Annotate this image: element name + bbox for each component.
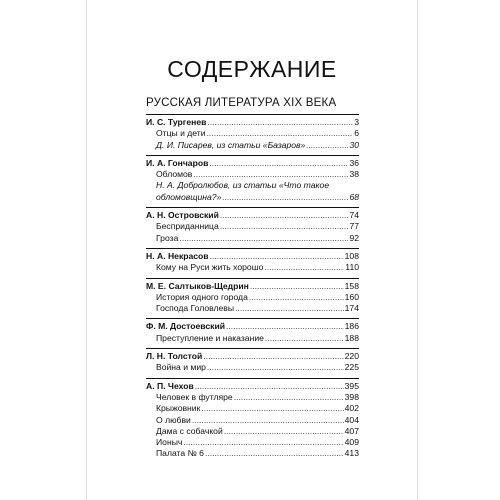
page-number: 225 (344, 362, 359, 373)
page-number: 3 (354, 117, 359, 127)
leader-dots (234, 392, 344, 403)
toc-author-entry[interactable] (146, 321, 359, 332)
author-name: И. А. Гончаров (146, 157, 209, 168)
toc-author-entry[interactable] (146, 117, 359, 128)
leader-dots (209, 158, 348, 169)
work-title: Крыжовник (156, 403, 201, 414)
page-number: 160 (344, 291, 359, 302)
work-title: Д. И. Писарев, из статьи «Базаров» (156, 139, 306, 150)
work-title: Ионыч (156, 437, 183, 448)
toc-work-entry[interactable] (146, 333, 359, 344)
author-name: А. Н. Островский (146, 210, 219, 221)
toc-group (146, 348, 359, 374)
page-number: 413 (344, 448, 359, 459)
leader-dots (306, 140, 348, 151)
leader-dots (224, 426, 344, 437)
leader-dots (179, 233, 348, 244)
leader-dots (249, 292, 344, 303)
toc-entry-title-line: Н. А. Добролюбов, из статьи «Что такое (156, 180, 330, 191)
page-number: 407 (344, 425, 359, 436)
work-title: История одного города (156, 291, 248, 302)
page-number: 398 (344, 391, 359, 402)
toc-group (146, 378, 359, 460)
work-title: обломовщина?» (156, 191, 222, 202)
toc-author-entry[interactable] (146, 281, 359, 292)
leader-dots (210, 251, 344, 262)
leader-dots (222, 192, 348, 203)
page-number: 92 (349, 232, 359, 243)
toc-work-entry[interactable] (146, 233, 359, 244)
page-number: 402 (344, 403, 359, 414)
work-title: Война и мир (156, 362, 206, 373)
toc-author-entry[interactable] (146, 251, 359, 262)
toc-work-entry[interactable] (146, 392, 359, 403)
work-title: Отцы и дети (156, 128, 206, 139)
toc-work-entry[interactable] (146, 221, 359, 232)
page-number: 30 (349, 139, 359, 150)
toc-work-entry[interactable] (146, 262, 359, 273)
toc-group (146, 155, 359, 203)
author-name: Ф. М. Достоевский (146, 321, 226, 332)
author-name: М. Е. Салтыков-Щедрин (146, 280, 249, 291)
work-title: Палата № 6 (156, 448, 204, 459)
work-title: Гроза (156, 232, 179, 243)
page-number: 186 (344, 321, 359, 332)
page-number: 174 (344, 303, 359, 314)
leader-dots (207, 128, 354, 139)
toc-work-entry[interactable] (146, 292, 359, 303)
toc-work-entry[interactable] (146, 415, 359, 426)
page-number: 404 (344, 414, 359, 425)
author-name: А. П. Чехов (146, 380, 194, 391)
work-title: О любви (156, 414, 191, 425)
leader-dots (220, 221, 349, 232)
work-title: Обломов (156, 169, 193, 180)
toc-group (146, 278, 359, 315)
work-title: Кому на Руси жить хорошо (156, 262, 264, 273)
toc-work-entry[interactable] (146, 169, 359, 180)
page-number: 74 (349, 210, 359, 221)
book-page (86, 0, 418, 500)
leader-dots (207, 362, 344, 373)
leader-dots (220, 210, 349, 221)
page-number: 6 (354, 128, 359, 139)
page-number: 77 (349, 221, 359, 232)
page-number: 68 (349, 191, 359, 202)
toc-group (146, 318, 359, 344)
page-number: 38 (349, 169, 359, 180)
page-number: 188 (344, 332, 359, 343)
toc-work-entry[interactable] (146, 303, 359, 314)
toc-work-entry[interactable] (146, 437, 359, 448)
toc-group (146, 114, 359, 151)
toc-work-entry[interactable] (146, 403, 359, 414)
author-name: И. С. Тургенев (146, 117, 207, 127)
page-number: 220 (344, 351, 359, 362)
page-number: 395 (344, 380, 359, 391)
toc-author-entry[interactable] (146, 210, 359, 221)
page-title: СОДЕРЖАНИЕ (167, 56, 337, 82)
toc-group (146, 207, 359, 244)
author-name: Л. Н. Толстой (146, 351, 203, 362)
page-number: 409 (344, 437, 359, 448)
leader-dots (195, 381, 344, 392)
leader-dots (264, 262, 344, 273)
leader-dots (205, 448, 344, 459)
toc-group (146, 248, 359, 274)
toc-work-entry[interactable] (146, 140, 359, 151)
toc-author-entry[interactable] (146, 381, 359, 392)
work-title: Господа Головлевы (156, 303, 235, 314)
toc-work-entry[interactable] (146, 128, 359, 139)
leader-dots (203, 351, 343, 362)
leader-dots (193, 169, 348, 180)
leader-dots (201, 403, 343, 414)
leader-dots (250, 281, 344, 292)
toc-work-entry[interactable] (146, 426, 359, 437)
page-number: 110 (345, 262, 359, 273)
leader-dots (265, 333, 344, 344)
toc-author-entry[interactable] (146, 158, 359, 169)
page-number: 158 (344, 280, 359, 291)
leader-dots (192, 415, 344, 426)
section-heading: РУССКАЯ ЛИТЕРАТУРА XIX ВЕКА (146, 97, 337, 109)
toc-work-entry[interactable] (146, 192, 359, 203)
work-title: Преступление и наказание (156, 332, 264, 343)
page-number: 108 (344, 250, 359, 261)
work-title: Человек в футляре (156, 391, 233, 402)
table-of-contents (146, 114, 359, 464)
toc-author-entry[interactable] (146, 351, 359, 362)
toc-work-entry[interactable] (146, 448, 359, 459)
author-name: Н. А. Некрасов (146, 250, 209, 261)
leader-dots (235, 303, 344, 314)
work-title: Дама с собачкой (156, 425, 223, 436)
leader-dots (183, 437, 343, 448)
work-title: Бесприданница (156, 221, 219, 232)
page-number: 36 (349, 157, 359, 168)
leader-dots (207, 117, 353, 128)
leader-dots (226, 321, 344, 332)
toc-work-entry[interactable] (146, 362, 359, 373)
